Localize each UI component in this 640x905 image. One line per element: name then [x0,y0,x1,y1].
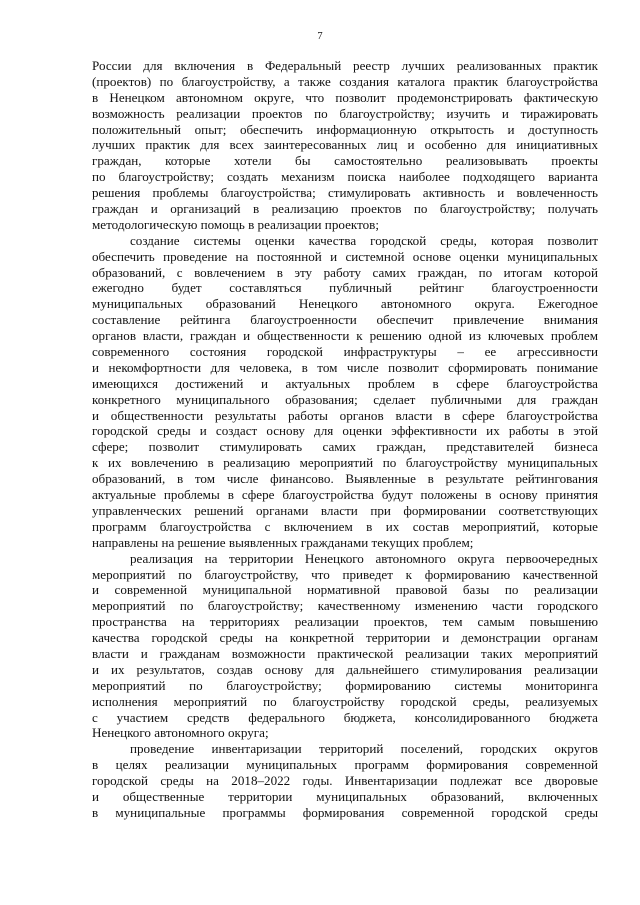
text-line: и некомфортности для человека, в том числе позволит сформировать понимание [92,359,598,375]
text-line: и их результатов, создав основу для дальнейшего стимулирования реализации [92,661,598,677]
text-line: в Ненецком автономном округе, что позволит продемонстрировать фактическую [92,89,598,105]
text-line: Ненецкого автономного округа; [92,725,269,741]
text-line: возможность реализации проектов по благоустройству; изучить и тиражировать [92,105,598,121]
text-line: конкретного муниципального образования; сделает публичными для граждан [92,391,598,407]
text-line: в муниципальные программы формирования современной городской среды [92,804,598,820]
text-line: граждан, которые хотели бы самостоятельно реализовывать проекты [92,153,598,169]
text-line: и современной муниципальной нормативной правовой базы по реализации [92,582,598,598]
text-line: городской среды на 2018–2022 годы. Инвентаризации подлежат все дворовые [92,773,598,789]
page-number: 7 [317,31,323,42]
text-line: граждан и организаций в реализацию проектов по благоустройству; получать [92,201,598,217]
text-line: с участием средств федерального бюджета, консолидированного бюджета [92,709,598,725]
text-line: России для включения в Федеральный реестр лучших реализованных практик [92,58,598,73]
text-line: муниципальных образований Ненецкого автономного округа. Ежегодное [92,296,598,312]
text-line: по благоустройству; создать механизм поиска наиболее подходящего варианта [92,169,598,185]
text-line: (проектов) по благоустройству, а также создания каталога практик благоустройства [92,73,598,89]
text-line: власти и гражданам возможности практической реализации таких мероприятий [92,645,598,661]
text-line: реализация на территории Ненецкого автономного округа первоочередных [130,550,598,566]
text-line: обеспечить проведение на постоянной и системной основе оценки муниципальных [92,248,598,264]
text-line: имеющихся достижений и актуальных проблем в сфере благоустройства [92,375,598,391]
text-line: проведение инвентаризации территорий поселений, городских округов [130,741,598,757]
text-line: пространства на территориях реализации проектов, тем самым повышению [92,614,598,630]
text-line: в целях реализации муниципальных программ формирования современной [92,757,598,773]
text-line: программ благоустройства с включением в их состав мероприятий, которые [92,518,598,534]
text-line: качества городской среды на конкретной территории и демонстрации органам [92,630,598,646]
text-line: исполнения мероприятий по благоустройству городской среды, реализуемых [92,693,598,709]
text-line: органов власти, граждан и общественности к решению одной из ключевых проблем [92,328,598,344]
text-line: методологическую помощь в реализации проектов; [92,216,379,232]
text-line: составление рейтинга благоустроенности обеспечит привлечение внимания [92,312,598,328]
text-line: городской среды и создаст основу для оценки эффективности их работы в этой [92,423,598,439]
text-line: образований, в том числе финансово. Выявленные в результате рейтингования [92,471,598,487]
text-line: сфере; позволит стимулировать самих граждан, представителей бизнеса [92,439,598,455]
text-line: и общественные территории муниципальных образований, включенных [92,788,598,804]
text-line: актуальные проблемы в сфере благоустройства будут положены в основу принятия [92,487,598,503]
text-line: современного состояния городской инфраструктуры – ее агрессивности [92,344,598,360]
text-line: мероприятий по благоустройству; качественному изменению части городского [92,598,598,614]
text-line: мероприятий по благоустройству, что приведет к формированию качественной [92,566,598,582]
text-line: направлены на решение выявленных гражданами текущих проблем; [92,534,474,550]
text-line: образований, с вовлечением в эту работу самих граждан, по итогам которой [92,264,598,280]
text-line: положительный опыт; обеспечить информационную открытость и доступность [92,121,598,137]
text-line: ежегодно будет составляться публичный рейтинг благоустроенности [92,280,598,296]
text-line: лучших практик для всех заинтересованных лиц и особенно для инициативных [92,137,598,153]
text-line: решения проблемы благоустройства; стимулировать активность и вовлеченность [92,185,598,201]
text-line: и общественности результаты работы органов власти в сфере благоустройства [92,407,598,423]
text-line: мероприятий по благоустройству; формированию системы мониторинга [92,677,598,693]
text-line: к их вовлечению в реализацию мероприятий по благоустройству муниципальных [92,455,598,471]
text-line: управленческих решений органами власти при формировании соответствующих [92,502,598,518]
body-text [92,58,598,821]
text-line: создание системы оценки качества городской среды, которая позволит [130,232,598,248]
